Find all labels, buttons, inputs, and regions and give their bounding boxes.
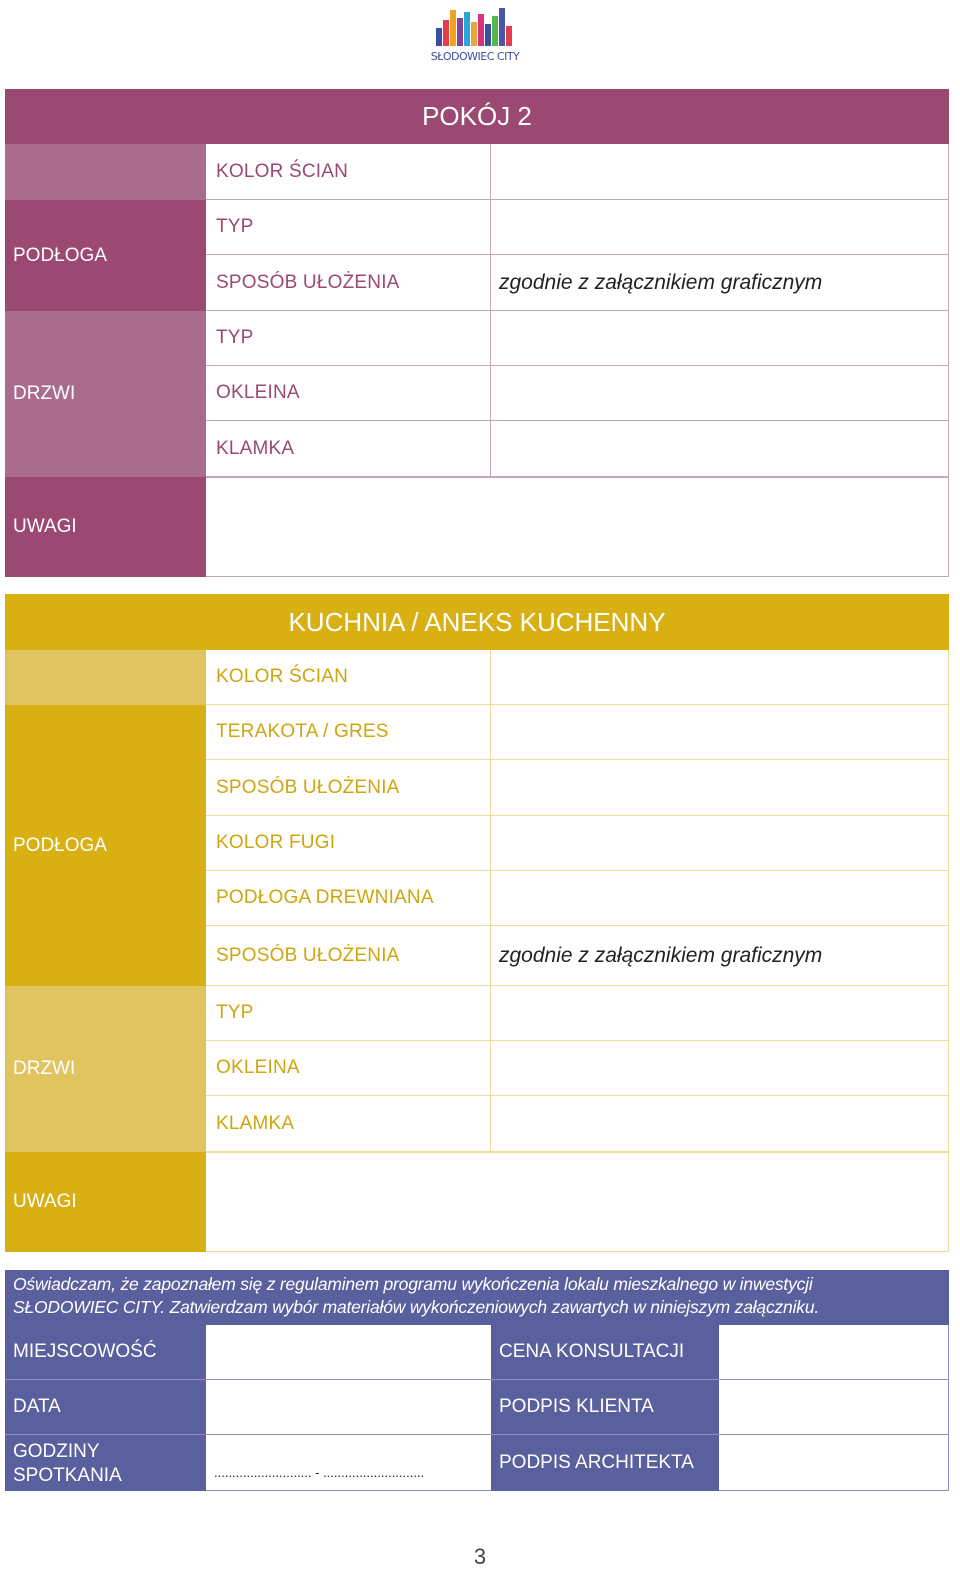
- miejscowosc-label: [5, 1325, 206, 1380]
- pokoj-kolor-group: [5, 144, 206, 200]
- pokoj-values-column: [490, 144, 949, 477]
- kuchnia-drzwi-klamka: KLAMKA: [206, 1096, 491, 1152]
- kuchnia-sposob-1-field[interactable]: [491, 760, 949, 816]
- podpis-klienta-text: PODPIS KLIENTA: [499, 1396, 654, 1417]
- godziny-dots: ........................... - ............................: [214, 1465, 425, 1480]
- logo-text: SŁODOWIEC CITY: [430, 50, 520, 63]
- kuchnia-podloga-label: PODŁOGA: [13, 834, 107, 856]
- kuchnia-uwagi-field[interactable]: [206, 1152, 949, 1252]
- data-text: DATA: [13, 1396, 61, 1417]
- kuchnia-values-column: [490, 650, 949, 1152]
- kuchnia-terakota-field[interactable]: [491, 705, 949, 760]
- kuchnia-kolor-fugi: KOLOR FUGI: [206, 816, 491, 871]
- pokoj-podloga-group: [5, 200, 206, 311]
- data-label: [5, 1380, 206, 1435]
- pokoj-drzwi-group: [5, 311, 206, 477]
- kuchnia-kolor-scian-field[interactable]: [491, 650, 949, 705]
- kuchnia-podloga-drewniana-field[interactable]: [491, 871, 949, 926]
- kuchnia-uwagi-label: UWAGI: [13, 1191, 77, 1212]
- podpis-klienta-field[interactable]: [719, 1380, 949, 1435]
- pokoj-title: [5, 89, 949, 144]
- pokoj-podloga-sposob: SPOSÓB UŁOŻENIA: [206, 255, 491, 311]
- godziny-text-1: GODZINY: [13, 1441, 100, 1462]
- kuchnia-uwagi-group: [5, 1152, 206, 1252]
- page-number: 3: [473, 1544, 487, 1569]
- kuchnia-drzwi-label: DRZWI: [13, 1058, 76, 1079]
- godziny-field[interactable]: [206, 1435, 491, 1491]
- pokoj-uwagi-group: [5, 477, 206, 577]
- podpis-architekta-field[interactable]: [719, 1435, 949, 1491]
- kuchnia-sposob-2: SPOSÓB UŁOŻENIA: [206, 926, 491, 986]
- pokoj-podloga-typ: TYP: [206, 200, 491, 255]
- kuchnia-title: [5, 594, 949, 650]
- slodowiec-city-logo-graphic: [0, 0, 960, 80]
- pokoj-uwagi-label: UWAGI: [13, 516, 77, 537]
- kuchnia-kolor-group: [5, 650, 206, 705]
- podpis-architekta-text: PODPIS ARCHITEKTA: [499, 1452, 694, 1473]
- pokoj-drzwi-okleina: OKLEINA: [206, 366, 491, 421]
- godziny-label: [5, 1435, 206, 1491]
- kuchnia-kolor-fugi-field[interactable]: [491, 816, 949, 871]
- pokoj-drzwi-label: DRZWI: [13, 383, 76, 404]
- pokoj-drzwi-typ: TYP: [206, 311, 491, 366]
- data-field[interactable]: [206, 1380, 491, 1435]
- pokoj-kolor-scian: KOLOR ŚCIAN: [206, 144, 491, 200]
- godziny-text-2: SPOTKANIA: [13, 1465, 122, 1486]
- kuchnia-podloga-drewniana: PODŁOGA DREWNIANA: [206, 871, 491, 926]
- kuchnia-drzwi-group: [5, 986, 206, 1152]
- pokoj-kolor-scian-field[interactable]: [491, 144, 949, 200]
- kuchnia-drzwi-klamka-field[interactable]: [491, 1096, 949, 1152]
- kuchnia-sposob-1: SPOSÓB UŁOŻENIA: [206, 760, 491, 816]
- pokoj-title-text: POKÓJ 2: [422, 101, 532, 131]
- kuchnia-terakota: TERAKOTA / GRES: [206, 705, 491, 760]
- cena-label: [491, 1325, 719, 1380]
- pokoj-podloga-typ-field[interactable]: [491, 200, 949, 255]
- kuchnia-drzwi-typ-field[interactable]: [491, 986, 949, 1041]
- kuchnia-podloga-group: [5, 705, 206, 986]
- pokoj-drzwi-okleina-field[interactable]: [491, 366, 949, 421]
- pokoj-podloga-sposob-value: zgodnie z załącznikiem graficznym: [491, 255, 949, 311]
- miejscowosc-field[interactable]: [206, 1325, 491, 1380]
- pokoj-uwagi-field[interactable]: [206, 477, 949, 577]
- declaration-line-1: Oświadczam, że zapoznałem się z regulaminem programu wykończenia lokalu mieszkalnego w inwestycji: [13, 1274, 813, 1294]
- cena-field[interactable]: [719, 1325, 949, 1380]
- kuchnia-kolor-scian: KOLOR ŚCIAN: [206, 650, 491, 705]
- podpis-architekta-label: [491, 1435, 719, 1491]
- kuchnia-drzwi-typ: TYP: [206, 986, 491, 1041]
- declaration: [5, 1270, 949, 1325]
- cena-text: CENA KONSULTACJI: [499, 1341, 685, 1362]
- pokoj-drzwi-klamka: KLAMKA: [206, 421, 491, 477]
- kuchnia-sposob-2-value: zgodnie z załącznikiem graficznym: [491, 926, 949, 986]
- pokoj-drzwi-typ-field[interactable]: [491, 311, 949, 366]
- kuchnia-drzwi-okleina: OKLEINA: [206, 1041, 491, 1096]
- podpis-klienta-label: [491, 1380, 719, 1435]
- declaration-line-2: SŁODOWIEC CITY. Zatwierdzam wybór materiałów wykończeniowych zawartych w niniejszym załączniku.: [13, 1297, 820, 1317]
- pokoj-podloga-label: PODŁOGA: [13, 244, 107, 266]
- miejscowosc-text: MIEJSCOWOŚĆ: [13, 1341, 157, 1362]
- logo: [0, 0, 960, 80]
- pokoj-drzwi-klamka-field[interactable]: [491, 421, 949, 477]
- kuchnia-title-text: KUCHNIA / ANEKS KUCHENNY: [288, 606, 666, 637]
- kuchnia-drzwi-okleina-field[interactable]: [491, 1041, 949, 1096]
